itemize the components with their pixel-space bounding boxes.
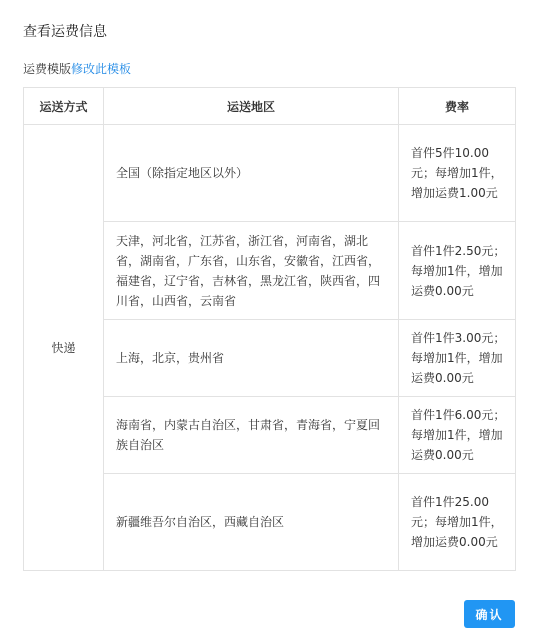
dialog-title: 查看运费信息 — [23, 24, 107, 40]
shipping-method-cell: 快递 — [24, 125, 104, 571]
template-line — [23, 60, 131, 78]
fee-cell: 首件1件25.00元；每增加1件，增加运费0.00元 — [399, 474, 516, 571]
shipping-rates-table — [23, 87, 516, 571]
region-cell: 新疆维吾尔自治区，西藏自治区 — [104, 474, 399, 571]
region-cell: 天津，河北省，江苏省，浙江省，河南省，湖北省，湖南省，广东省，山东省，安徽省，江西省，福建省，辽宁省，吉林省，黑龙江省，陕西省，四川省，山西省，云南省 — [104, 222, 399, 320]
column-header-fee: 费率 — [399, 88, 516, 125]
region-cell: 海南省，内蒙古自治区，甘肃省，青海省，宁夏回族自治区 — [104, 397, 399, 474]
region-cell: 上海，北京，贵州省 — [104, 320, 399, 397]
table-row — [24, 125, 516, 222]
fee-cell: 首件5件10.00元；每增加1件，增加运费1.00元 — [399, 125, 516, 222]
column-header-method: 运送方式 — [24, 88, 104, 125]
region-cell: 全国（除指定地区以外） — [104, 125, 399, 222]
fee-cell: 首件1件2.50元；每增加1件，增加运费0.00元 — [399, 222, 516, 320]
fee-cell: 首件1件6.00元；每增加1件，增加运费0.00元 — [399, 397, 516, 474]
table-header-row — [24, 88, 516, 125]
edit-template-link[interactable]: 修改此模板 — [71, 62, 132, 76]
column-header-region: 运送地区 — [104, 88, 399, 125]
fee-cell: 首件1件3.00元；每增加1件，增加运费0.00元 — [399, 320, 516, 397]
template-label: 运费模版 — [23, 62, 72, 76]
confirm-button[interactable]: 确认 — [464, 600, 515, 628]
